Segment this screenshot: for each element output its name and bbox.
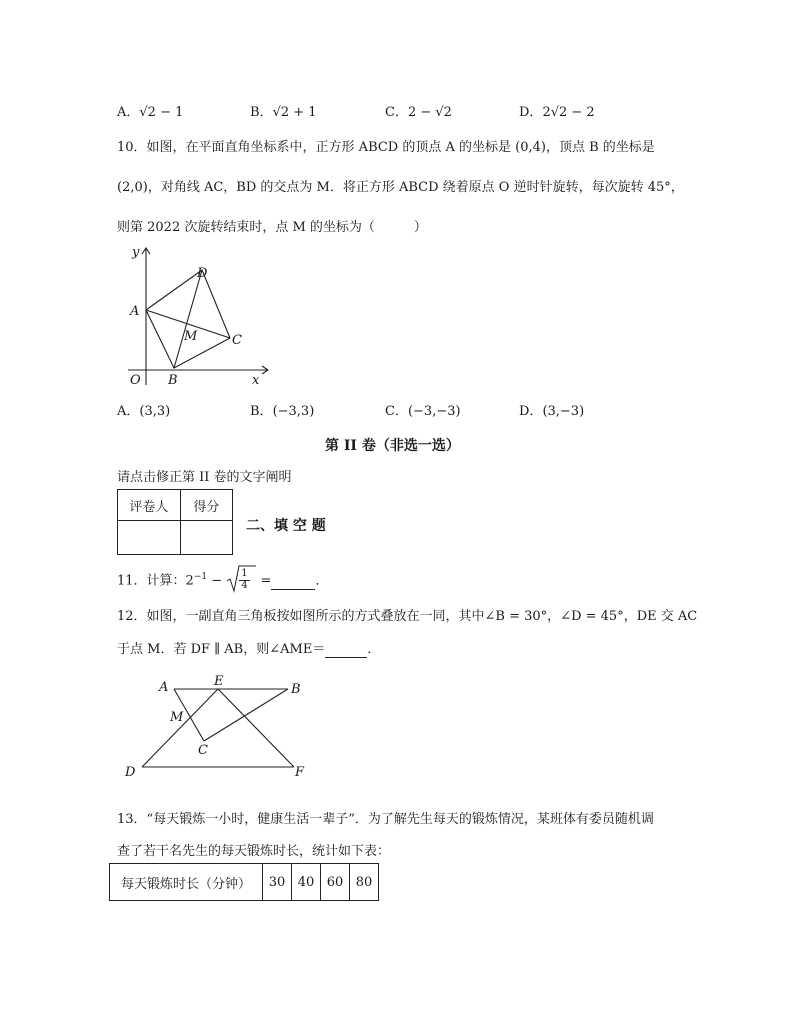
q10-option-a: A．(3,3) xyxy=(117,404,171,419)
part2-title: 第 II 卷（非选一选） xyxy=(325,438,460,454)
table-cell-30: 30 xyxy=(263,864,292,901)
segment-ef xyxy=(218,689,294,767)
q11-answer-blank xyxy=(271,574,315,590)
diagonal-bd xyxy=(174,270,202,368)
x-axis-label: x xyxy=(252,373,260,388)
table-row-label: 每天锻炼时长（分钟） xyxy=(110,864,263,901)
q12-line1: 12．如图，一副直角三角板按如图所示的方式叠放在一同，其中∠B = 30°，∠D = 45°，DE 交 AC xyxy=(117,609,698,624)
q9-option-c: C．2 − √2 xyxy=(385,105,452,120)
q11-exponent: −1 xyxy=(193,572,208,583)
q10-line2: (2,0)，对角线 AC，BD 的交点为 M．将正方形 ABCD 绕着原点 O 逆时针旋转，每次旋转 45°， xyxy=(117,180,684,195)
point-e-label: E xyxy=(214,674,224,689)
q10-option-c: C．(−3,−3) xyxy=(385,404,461,419)
point-f-label: F xyxy=(295,765,305,780)
q11-sqrt xyxy=(226,567,256,595)
q10-option-b: B．(−3,3) xyxy=(250,404,315,419)
point-a-label: A xyxy=(130,304,140,319)
point-c-label: C xyxy=(232,333,242,348)
point-m-label: M xyxy=(184,329,198,344)
q13-line1: 13．“每天锻炼一小时，健康生活一辈子”．为了解先生每天的锻炼情况，某班体有委员随机调 xyxy=(117,812,654,827)
table-cell-40: 40 xyxy=(292,864,321,901)
q11-line: 11．计算：$2^{-1}$ − $\frac{1}{4}$ = ． xyxy=(117,567,328,593)
score-table xyxy=(117,489,233,555)
q13-line2: 查了若干名先生的每天锻炼时长，统计如下表： xyxy=(117,844,391,859)
q12-triangles-figure xyxy=(118,672,318,782)
point-b-label: B xyxy=(168,373,178,388)
part2-note: 请点击修正第 II 卷的文字阐明 xyxy=(117,470,292,485)
q12-line2: 于点 M．若 DF ∥ AB，则∠AME＝ ． xyxy=(117,642,381,657)
q11-denominator: 4 xyxy=(241,580,248,591)
q11-numerator: 1 xyxy=(241,568,248,579)
point-m-label: M xyxy=(170,710,184,725)
point-d-label: D xyxy=(125,765,136,780)
grader-cell xyxy=(118,521,181,555)
q10-option-d: D．(3,−3) xyxy=(519,404,585,419)
point-a-label: A xyxy=(159,680,169,695)
point-c-label: C xyxy=(198,743,208,758)
point-d-label: D xyxy=(197,266,208,281)
q9-option-d: D．2√2 − 2 xyxy=(519,105,595,120)
section-fill-in-title: 二、填 空 题 xyxy=(246,518,326,534)
score-cell xyxy=(180,521,232,555)
q12-answer-blank xyxy=(325,642,367,658)
q9-option-a: A．√2 − 1 xyxy=(117,105,184,120)
table-cell-80: 80 xyxy=(350,864,379,901)
table-cell-60: 60 xyxy=(321,864,350,901)
exercise-time-table xyxy=(109,863,379,901)
y-axis-label: y xyxy=(132,245,140,260)
origin-label: O xyxy=(130,373,141,388)
point-b-label: B xyxy=(291,682,301,697)
q10-line1: 10．如图，在平面直角坐标系中，正方形 ABCD 的顶点 A 的坐标是 (0,4)，顶点 B 的坐标是 xyxy=(117,140,655,155)
q11-minus: − xyxy=(211,573,223,589)
segment-cb xyxy=(204,689,288,741)
grader-header: 评卷人 xyxy=(118,490,181,521)
q10-line3: 则第 2022 次旋转结束时，点 M 的坐标为（ ） xyxy=(117,220,427,235)
score-header: 得分 xyxy=(180,490,232,521)
q10-square-figure xyxy=(118,240,278,390)
q11-base: 2 xyxy=(185,573,194,589)
q9-option-b: B．√2 + 1 xyxy=(250,105,317,120)
